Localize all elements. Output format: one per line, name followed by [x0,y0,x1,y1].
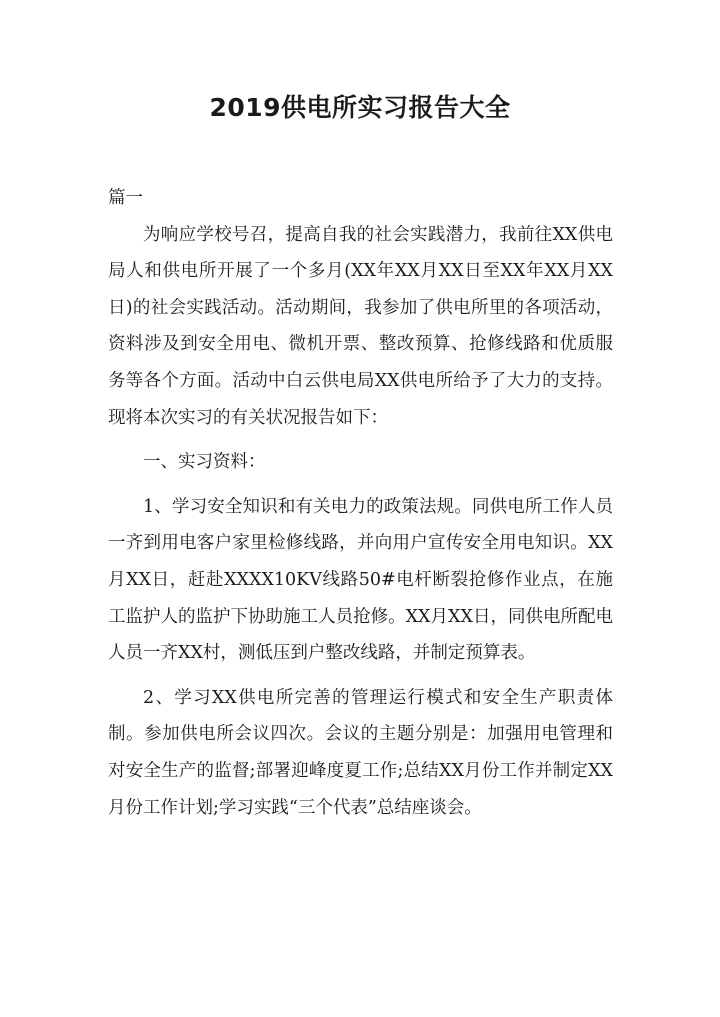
section-label: 篇一 [108,188,143,208]
section-heading-practice-content: 一、实习资料： [143,452,266,473]
document-title: 2019供电所实习报告大全 [209,93,511,122]
paragraph-intro: 为响应学校号召，提高自我的社会实践潜力，我前往XX供电局人和供电所开展了一个多月(XX年XX月XX日至XX年XX月XX日)的社会实践活动。活动期间，我参加了供电所里的各项活动，资料涉及到安全用电、微机开票、整改预算、抢修线路和优质服务等各个方面。活动中白云供电局XX供电所给予了大力的支持。现将本次实习的有关状况报告如下： [108,224,613,428]
document-body [108,180,613,826]
paragraph-item-1: 1、学习安全知识和有关电力的政策法规。同供电所工作人员一齐到用电客户家里检修线路，并向用户宣传安全用电知识。XX月XX日，赶赴XXXX10KV线路50#电杆断裂抢修作业点，在施工监护人的监护下协助施工人员抢修。XX月XX日，同供电所配电人员一齐XX村，测低压到户整改线路，并制定预算表。 [108,496,613,664]
paragraph-item-2: 2、学习XX供电所完善的管理运行模式和安全生产职责体制。参加供电所会议四次。会议的主题分别是：加强用电管理和对安全生产的监督;部署迎峰度夏工作;总结XX月份工作并制定XX月份工作计划;学习实践“三个代表”总结座谈会。 [108,687,613,818]
